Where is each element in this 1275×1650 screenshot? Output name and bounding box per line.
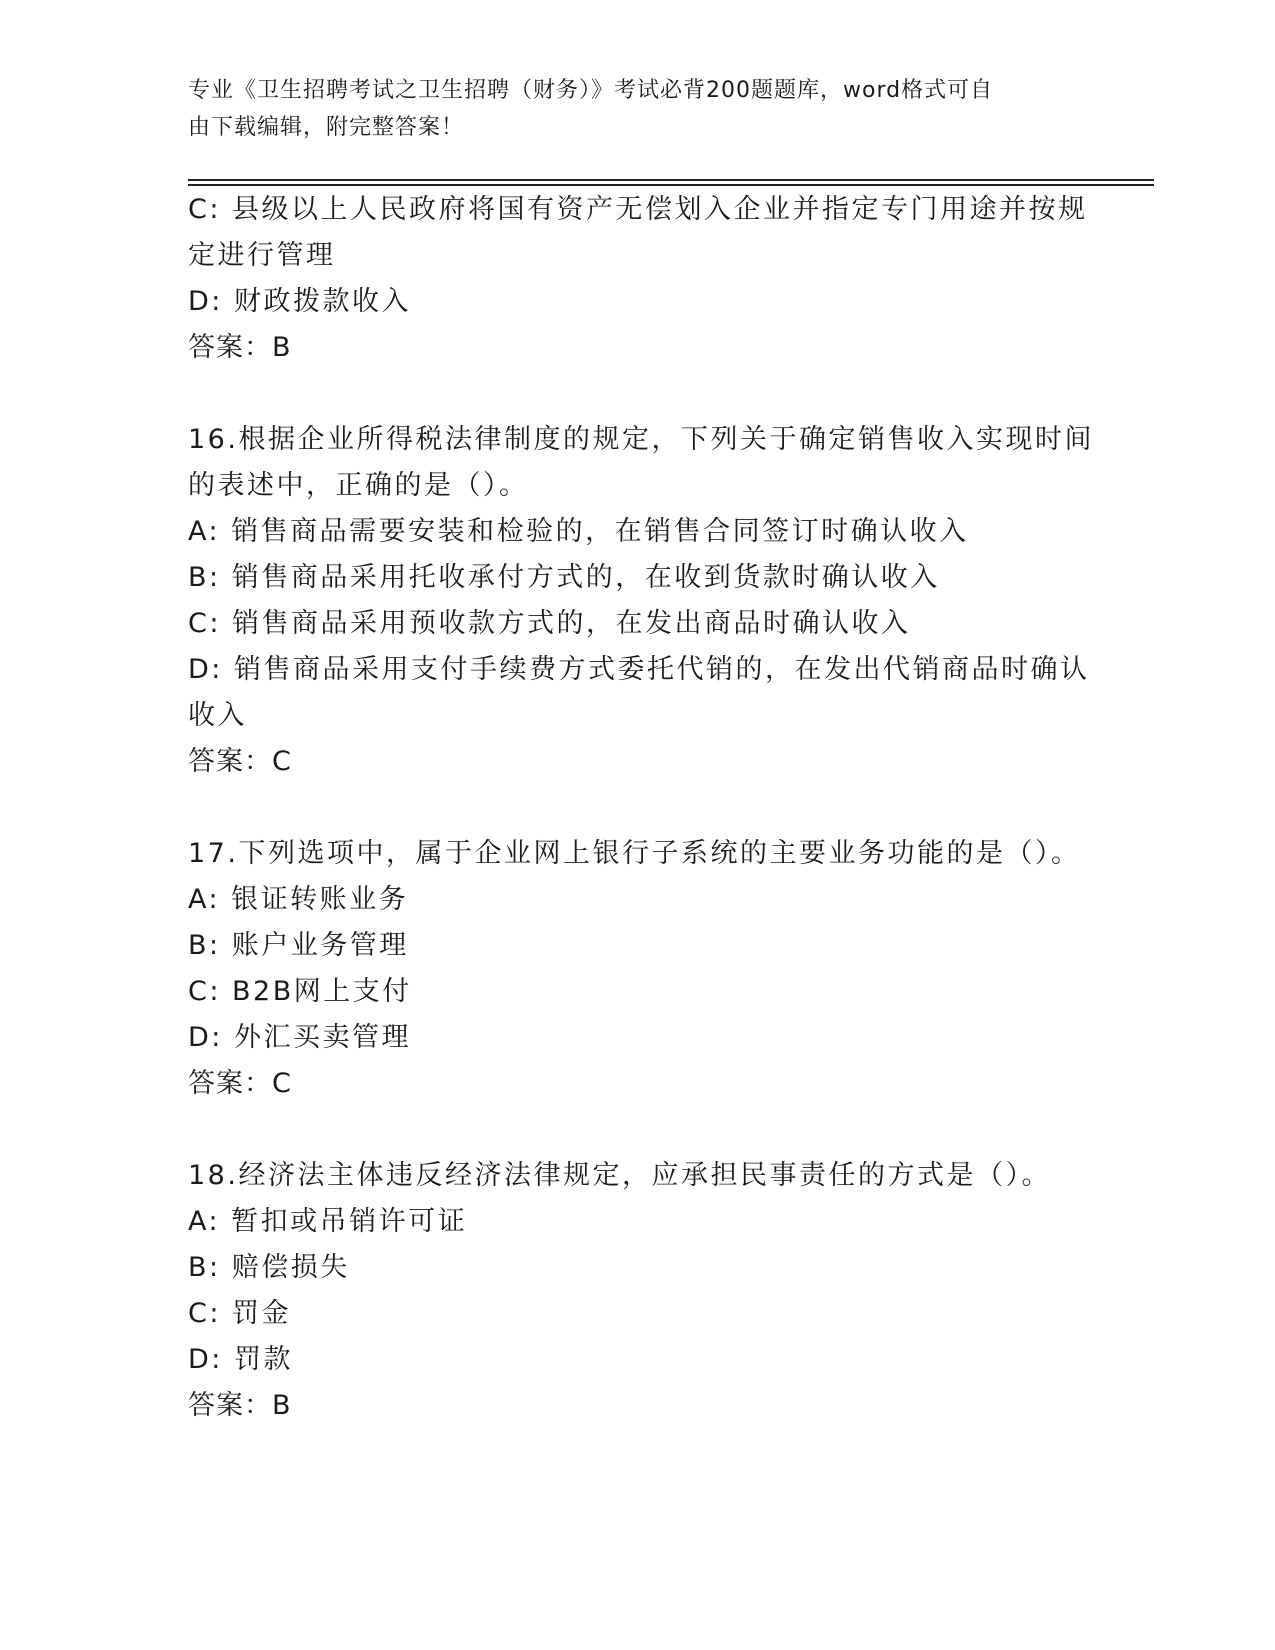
option-c: C: 罚金 (188, 1298, 292, 1329)
option-d-line-2: 收入 (188, 700, 247, 731)
option-c-line-1: C: 县级以上人民政府将国有资产无偿划入企业并指定专门用途并按规 (188, 194, 1088, 225)
answer: 答案：B (188, 332, 292, 363)
spacer (188, 785, 1088, 831)
question-stem-line-1: 16.根据企业所得税法律制度的规定，下列关于确定销售收入实现时间 (188, 424, 1094, 455)
option-b: B: 账户业务管理 (188, 930, 409, 961)
spacer (188, 1107, 1088, 1153)
question-stem: 18.经济法主体违反经济法律规定，应承担民事责任的方式是（）。 (188, 1160, 1051, 1191)
option-b: B: 销售商品采用托收承付方式的，在收到货款时确认收入 (188, 562, 940, 593)
header-line-2: 由下载编辑，附完整答案！ (188, 115, 465, 140)
answer: 答案：C (188, 746, 292, 777)
question-list (188, 187, 1094, 1429)
spacer (188, 371, 1088, 417)
question-16 (188, 417, 1094, 785)
header-divider-bottom (188, 184, 1154, 186)
option-b: B: 赔偿损失 (188, 1252, 350, 1283)
option-d: D: 财政拨款收入 (188, 286, 411, 317)
option-c: C: 销售商品采用预收款方式的，在发出商品时确认收入 (188, 608, 911, 639)
header-line-1: 专业《卫生招聘考试之卫生招聘（财务）》考试必背200题题库，word格式可自 (188, 78, 994, 103)
option-a: A: 暂扣或吊销许可证 (188, 1206, 468, 1237)
question-18 (188, 1153, 1088, 1429)
question-15-continued (188, 187, 1088, 371)
option-a: A: 银证转账业务 (188, 884, 409, 915)
question-stem-line-2: 的表述中，正确的是（）。 (188, 470, 529, 501)
option-d: D: 外汇买卖管理 (188, 1022, 411, 1053)
option-d: D: 罚款 (188, 1344, 293, 1375)
header-divider-top (188, 179, 1154, 181)
answer: 答案：C (188, 1068, 292, 1099)
option-c: C: B2B网上支付 (188, 976, 412, 1007)
option-d-line-1: D: 销售商品采用支付手续费方式委托代销的，在发出代销商品时确认 (188, 654, 1090, 685)
question-stem: 17.下列选项中，属于企业网上银行子系统的主要业务功能的是（）。 (188, 838, 1081, 869)
option-c-line-2: 定进行管理 (188, 240, 336, 271)
question-17 (188, 831, 1088, 1107)
document-header (188, 72, 1068, 146)
option-a: A: 销售商品需要安装和检验的，在销售合同签订时确认收入 (188, 516, 969, 547)
answer: 答案：B (188, 1390, 292, 1421)
